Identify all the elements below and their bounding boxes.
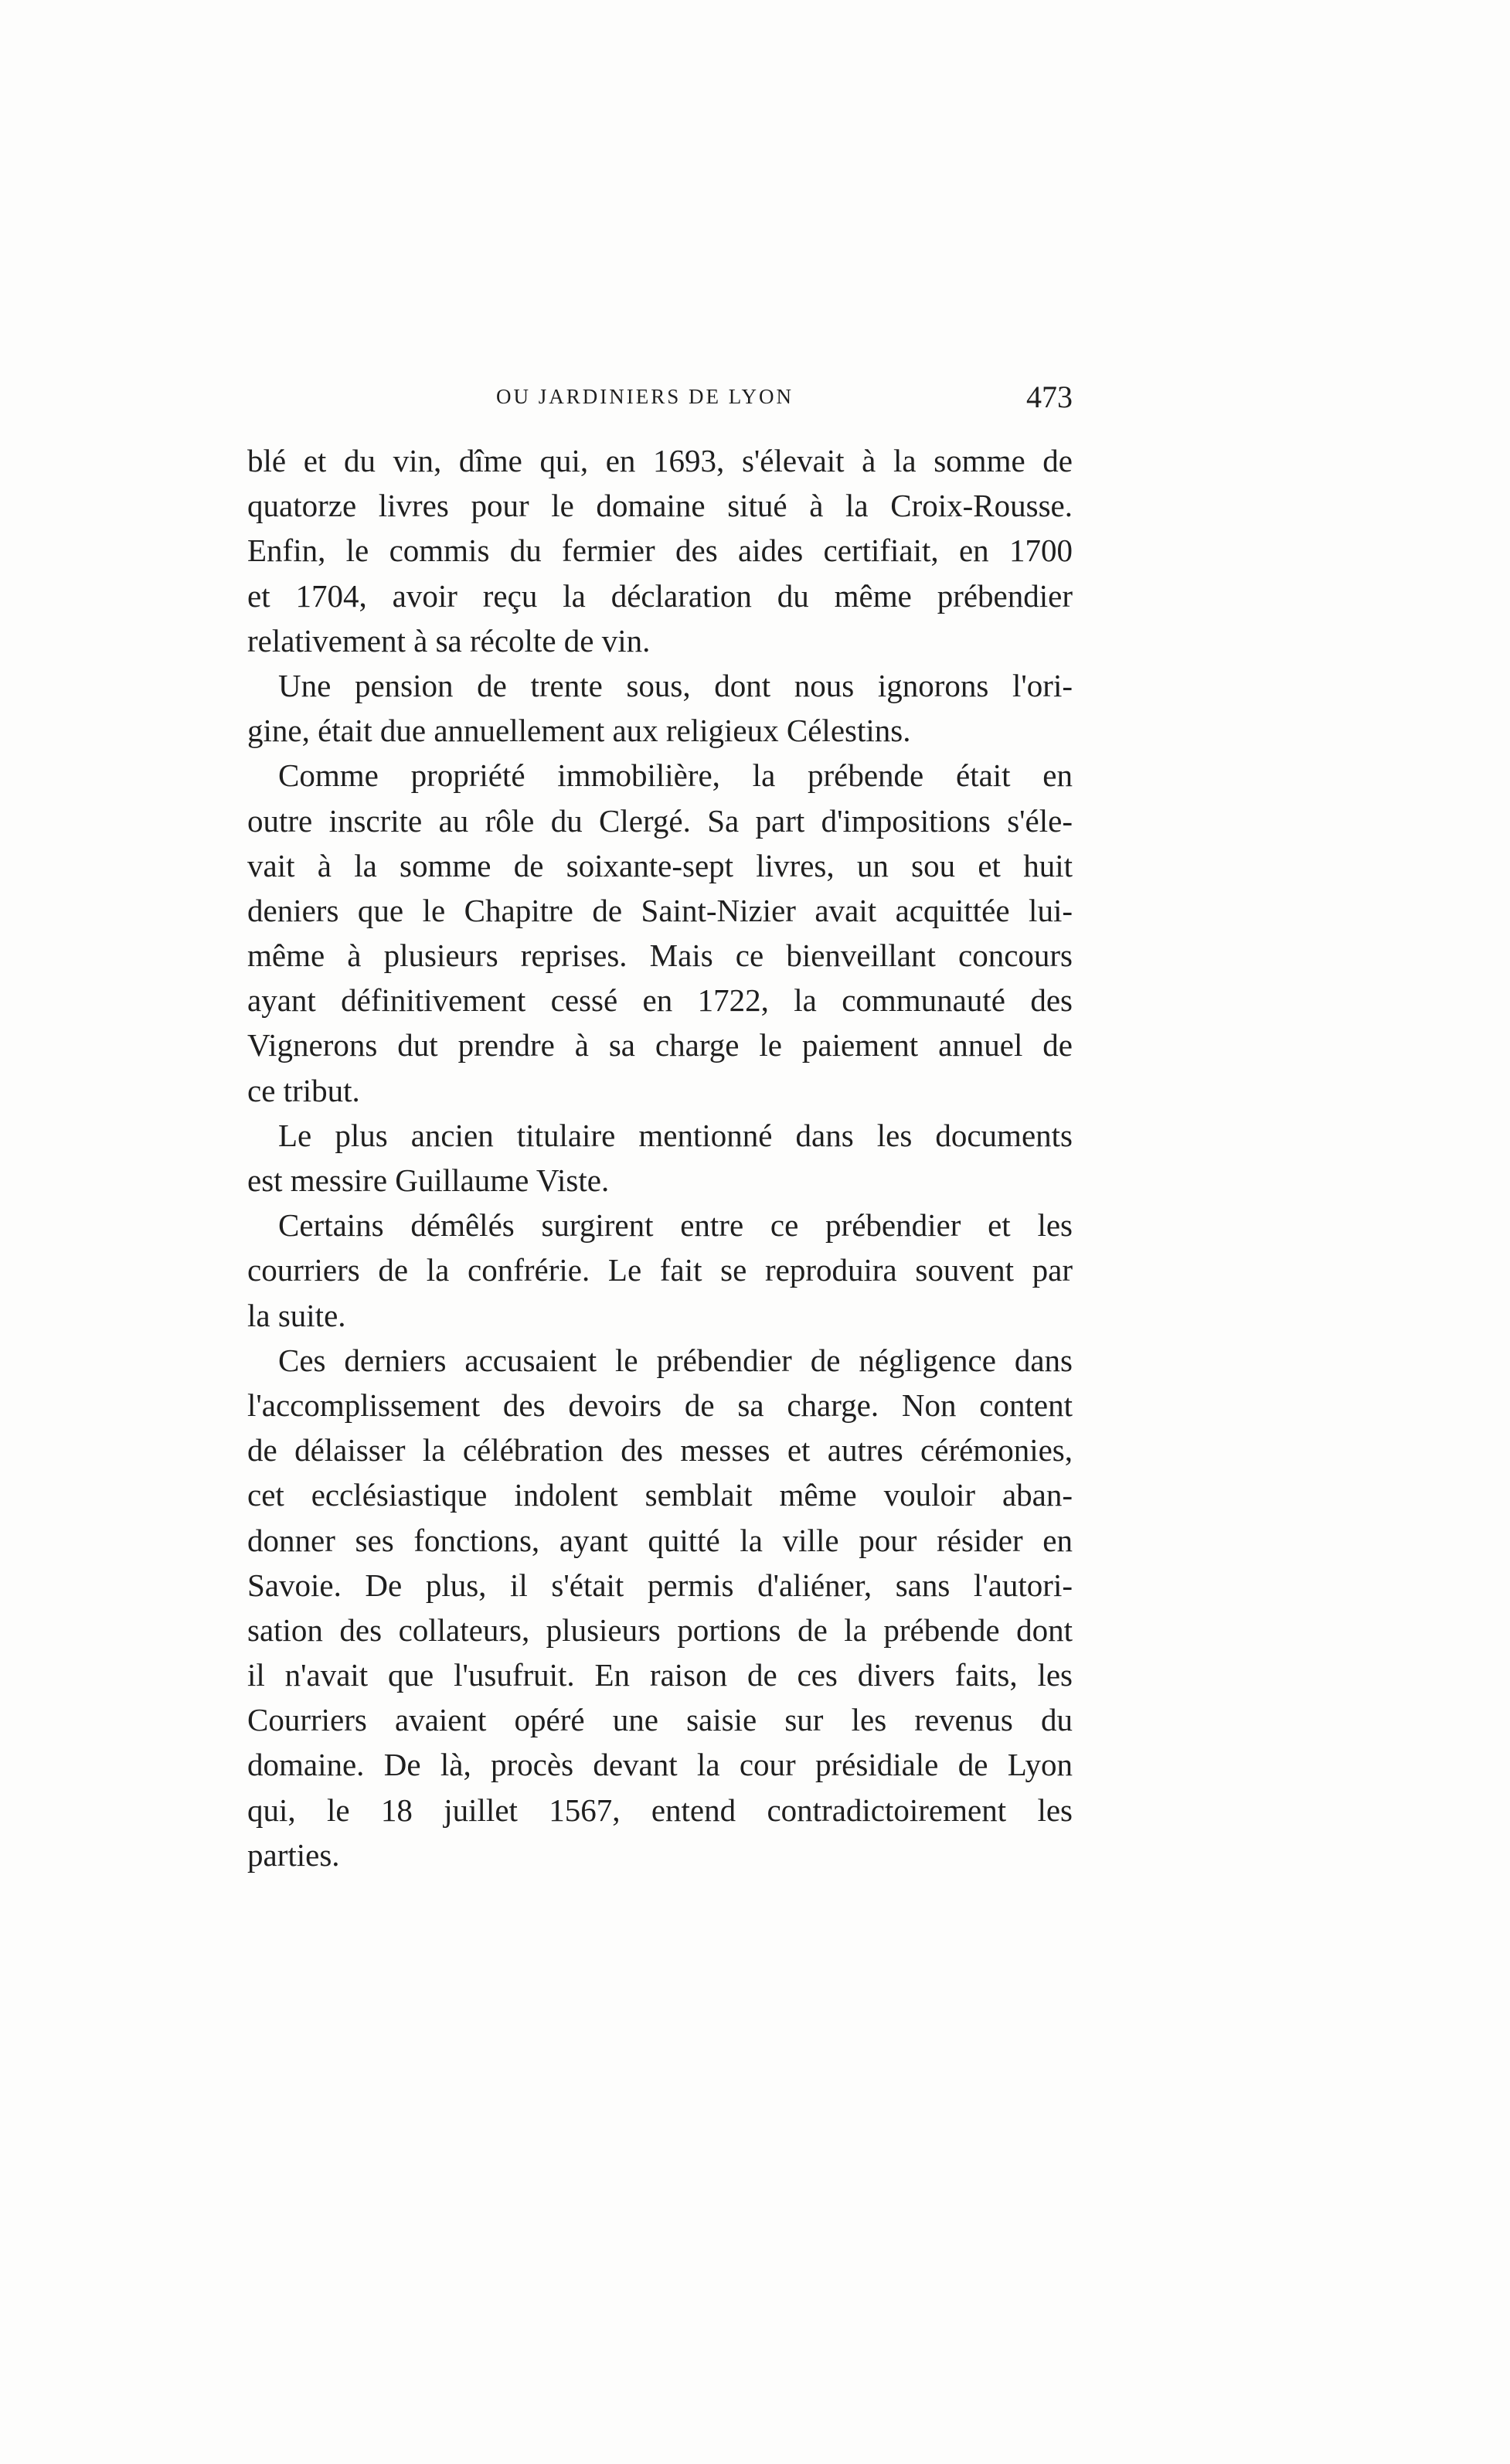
text-line: cet ecclésiastique indolent semblait même vouloir aban- (247, 1477, 1073, 1513)
text-line: gine, était due annuellement aux religieux Célestins. (247, 713, 911, 749)
text-line: Une pension de trente sous, dont nous ignorons l'ori- (278, 667, 1073, 703)
text-line: il n'avait que l'usufruit. En raison de ces divers faits, les (247, 1657, 1073, 1693)
text-line: qui, le 18 juillet 1567, entend contradictoirement les (247, 1792, 1073, 1828)
text-line: et 1704, avoir reçu la déclaration du même prébendier (247, 577, 1073, 614)
text-line: ayant définitivement cessé en 1722, la communauté des (247, 982, 1073, 1019)
text-line: Courriers avaient opéré une saisie sur les revenus du (247, 1702, 1073, 1738)
text-line: deniers que le Chapitre de Saint-Nizier avait acquittée lui- (247, 892, 1073, 928)
text-body (247, 438, 1073, 1877)
text-line: ce tribut. (247, 1072, 360, 1108)
text-line: courriers de la confrérie. Le fait se reproduira souvent par (247, 1252, 1073, 1288)
text-line: parties. (247, 1836, 340, 1873)
text-line: la suite. (247, 1297, 346, 1333)
text-line: Ces derniers accusaient le prébendier de négligence dans (278, 1342, 1073, 1378)
text-line: quatorze livres pour le domaine situé à la Croix-Rousse. (247, 488, 1073, 524)
text-line: sation des collateurs, plusieurs portions de la prébende dont (247, 1611, 1073, 1648)
text-line: Savoie. De plus, il s'était permis d'aliéner, sans l'autori- (247, 1567, 1073, 1603)
text-line: de délaisser la célébration des messes et autres cérémonies, (247, 1432, 1073, 1469)
text-line: Le plus ancien titulaire mentionné dans les documents (278, 1117, 1073, 1153)
text-line: domaine. De là, procès devant la cour présidiale de Lyon (247, 1747, 1073, 1783)
text-line: même à plusieurs reprises. Mais ce bienveillant concours (247, 938, 1073, 974)
page-number: 473 (1026, 379, 1073, 414)
text-line: outre inscrite au rôle du Clergé. Sa part d'impositions s'éle- (247, 802, 1073, 839)
text-line: Comme propriété immobilière, la prébende était en (278, 757, 1073, 794)
text-line: Certains démêlés surgirent entre ce prébendier et les (278, 1207, 1073, 1244)
text-line: est messire Guillaume Viste. (247, 1162, 610, 1198)
running-title: OU JARDINIERS DE LYON (496, 385, 794, 408)
text-line: blé et du vin, dîme qui, en 1693, s'élevait à la somme de (247, 443, 1073, 478)
text-line: donner ses fonctions, ayant quitté la ville pour résider en (247, 1522, 1073, 1558)
text-line: l'accomplissement des devoirs de sa charge. Non content (247, 1387, 1073, 1423)
text-line: Vignerons dut prendre à sa charge le paiement annuel de (247, 1027, 1073, 1064)
running-header (247, 379, 1073, 425)
text-line: vait à la somme de soixante-sept livres, un sou et huit (247, 847, 1073, 883)
text-line: relativement à sa récolte de vin. (247, 622, 651, 659)
text-line: Enfin, le commis du fermier des aides certifiait, en 1700 (247, 533, 1073, 569)
